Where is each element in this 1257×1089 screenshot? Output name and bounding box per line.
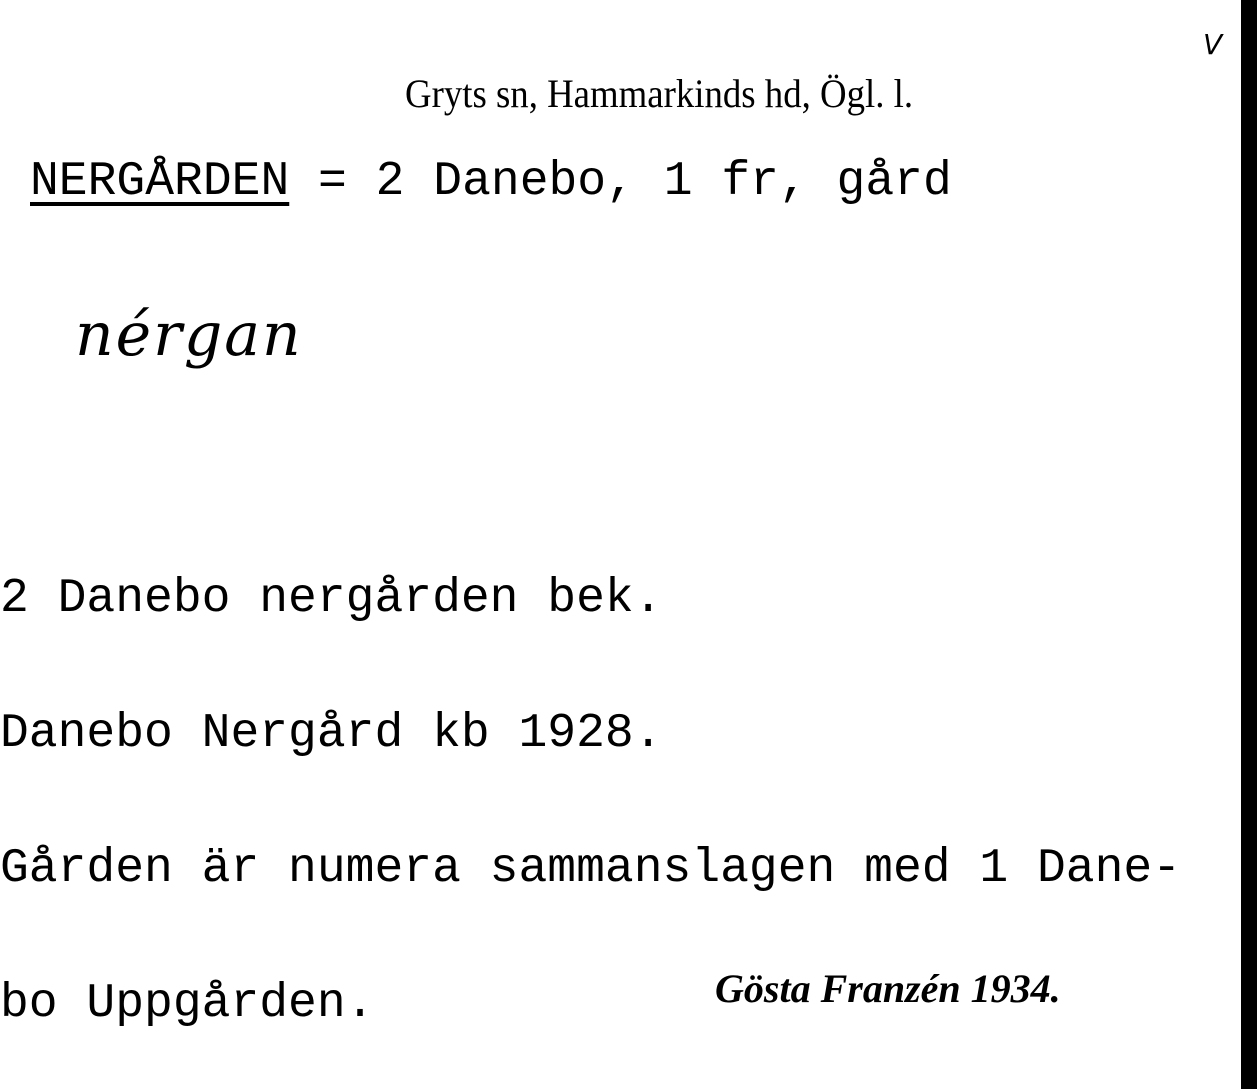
body-line: Danebo Nergård kb 1928.: [0, 707, 663, 761]
signature: Gösta Franzén 1934.: [715, 966, 1061, 1011]
place-name: NERGÅRDEN: [30, 155, 290, 209]
card-header-location: Gryts sn, Hammarkinds hd, Ögl. l.: [405, 71, 914, 116]
card-title: [30, 155, 952, 209]
handwritten-pronunciation: nérgan: [75, 300, 303, 370]
card-edge-border: [1241, 0, 1257, 1089]
body-line: Gården är numera sammanslagen med 1 Dane-: [0, 842, 1181, 896]
place-description: = 2 Danebo, 1 fr, gård: [289, 155, 952, 209]
corner-check-mark: V: [1203, 28, 1223, 61]
body-line: 2 Danebo nergården bek.: [0, 572, 663, 626]
body-line: bo Uppgården.: [0, 977, 375, 1031]
